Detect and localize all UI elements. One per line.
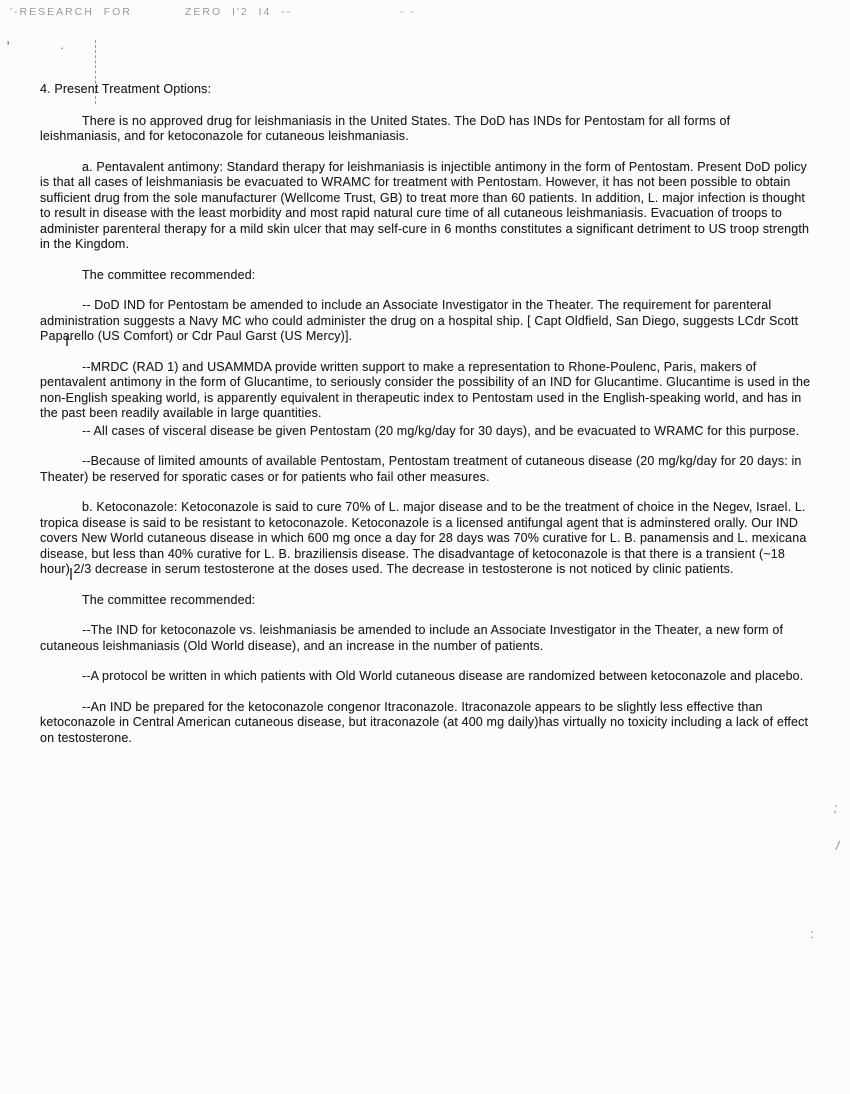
recommendation-dod-ind: -- DoD IND for Pentostam be amended to include an Associate Investigator in the Theater. The requirement for parenteral administration suggests a Navy MC who could administer the drug on a hospital ship. [ Capt Oldfield, San Diego, suggests LCdr Scott Paparello (US Comfort) or Cdr Paul Garst (US Mercy)]. xyxy=(40,298,799,343)
scan-header-fragment-mid: ZERO I'2 I4 -- xyxy=(185,6,293,18)
paragraph-ketoconazole: b. Ketoconazole: Ketoconazole is said to cure 70% of L. major disease and to be the treatment of choice in the Negev, Israel. L. tropica disease is said to be resistant to ketoconazole. Ketoconazole is a licensed antifungal agent that is adminstered orally. Our IND covers New World cutaneous disease in which 600 mg once a day for 28 days was 70% curative for L. B. panamensis and L. mexicana disease, but less than 40% curative for L. B. braziliensis disease. The disadvantage of ketoconazole is that there is a transient (~18 hour) 2/3 decrease in serum testosterone at the doses used. The decrease in testosterone is not noticed by clinic patients. xyxy=(40,500,807,576)
recommendation-itraconazole: --An IND be prepared for the ketoconazole congenor Itraconazole. Itraconazole appears to be slightly less effective than ketoconazole in Central American cutaneous disease, but itraconazole (at 400 mg daily)has virtually no toxicity including a lack of effect on testosterone. xyxy=(40,699,809,745)
scan-stray-mark: / xyxy=(834,837,841,854)
paragraph-intro: There is no approved drug for leishmaniasis in the United States. The DoD has INDs for Pentostam for all forms of leishmaniasis, and for ketoconazole for cutaneous leishmaniasis. xyxy=(40,113,731,143)
recommendation-visceral-disease: -- All cases of visceral disease be given Pentostam (20 mg/kg/day for 30 days), and be evacuated to WRAMC for this purpose. xyxy=(82,423,800,438)
committee-recommended-heading: The committee recommended: xyxy=(82,267,256,282)
scan-header-fragment-right: - - xyxy=(400,6,416,18)
committee-recommended-heading: The committee recommended: xyxy=(82,592,256,607)
scan-header-fragment-left: '-RESEARCH FOR xyxy=(10,6,132,18)
document-body xyxy=(40,82,812,761)
recommendation-ketoconazole-ind: --The IND for ketoconazole vs. leishmaniasis be amended to include an Associate Investigator in the Theater, a new form of cutaneous leishmaniasis (Old World disease), and an increase in the number of patients. xyxy=(40,623,784,653)
recommendation-limited-pentostam: --Because of limited amounts of available Pentostam, Pentostam treatment of cutaneous disease (20 mg/kg/day for 20 days: in Theater) be reserved for sporatic cases or for patients who fail other measures. xyxy=(40,454,802,484)
section-title: 4. Present Treatment Options: xyxy=(40,82,212,96)
scan-stray-mark: · xyxy=(60,40,65,55)
scan-stray-mark: , xyxy=(6,30,11,47)
scan-stray-mark: ; xyxy=(832,799,840,816)
paragraph-pentavalent-antimony: a. Pentavalent antimony: Standard therapy for leishmaniasis is injectible antimony in the form of Pentostam. Present DoD policy is that all cases of leishmaniasis be evacuated to WRAMC for treatment with Pentostam. However, it has not been possible to obtain sufficient drug from the sole manufacturer (Wellcome Trust, GB) to treat more than 60 patients. In addition, L. major infection is thought to result in disease with the least morbidity and most rapid natural cure time of all cutaneous leishmaniasis. Evacuation of troops to administer parenteral therapy for a mild skin ulcer that may self-cure in 6 months constitutes a significant detriment to US troop strength in the Kingdom. xyxy=(40,159,810,251)
recommendation-mrdc-usammda: --MRDC (RAD 1) and USAMMDA provide written support to make a representation to Rhone-Poulenc, Paris, makers of pentavalent antimony in the form of Glucantime, to seriously consider the possibility of an IND for Glucantime. Glucantime is used in the non-English speaking world, is apparently equivalent in therapeutic index to Pentostam used in the English-speaking world, and has in the past been readily available in large quantities. xyxy=(40,359,811,420)
recommendation-protocol: --A protocol be written in which patients with Old World cutaneous disease are randomized between ketoconazole and placebo. xyxy=(82,669,804,683)
scan-stray-mark: : xyxy=(810,926,814,941)
